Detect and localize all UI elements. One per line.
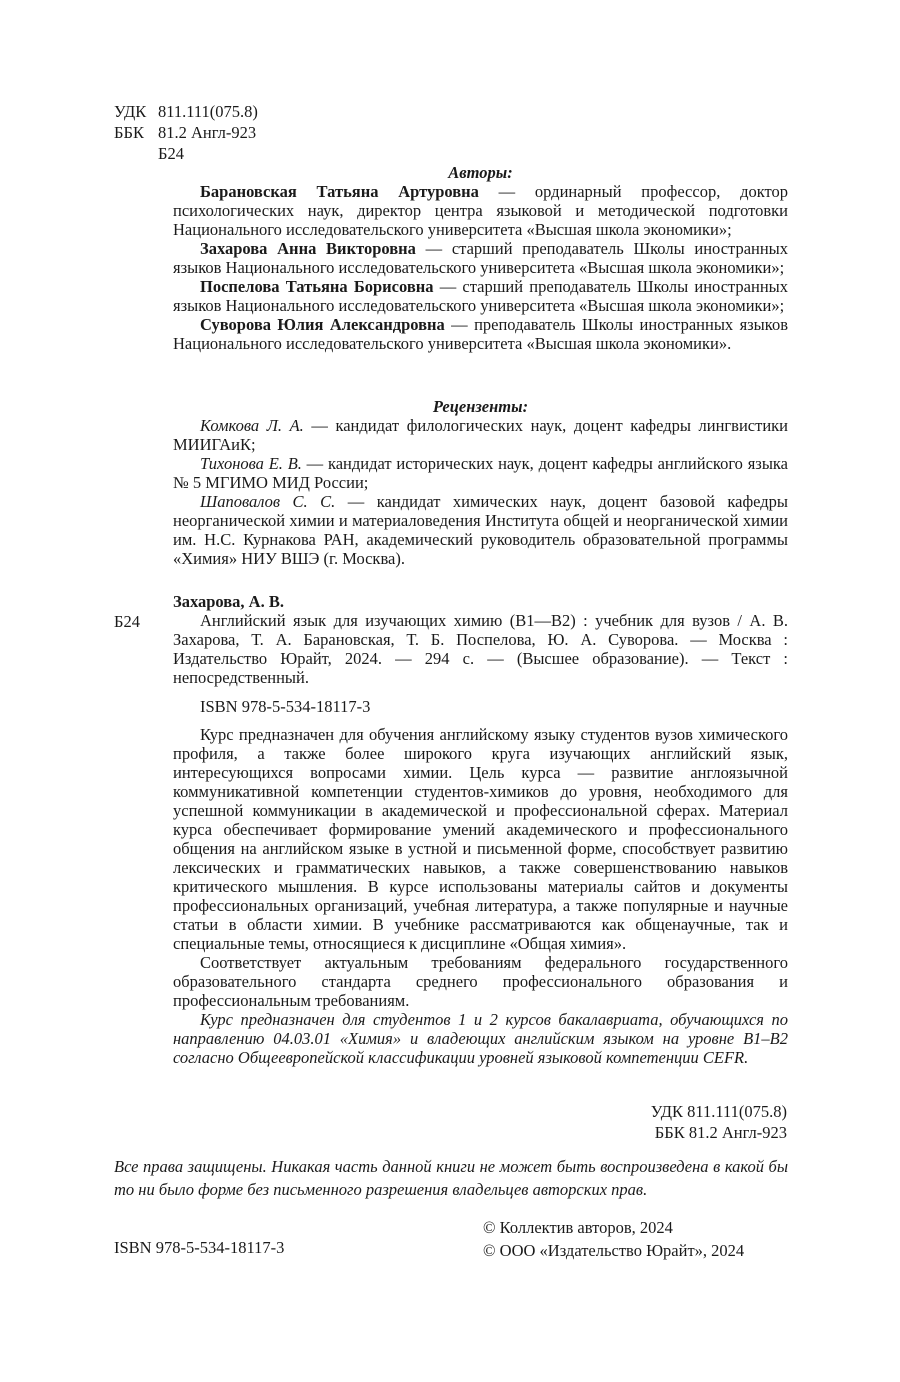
reviewer-description: — кандидат исторических наук, доцент кафедры английского языка № 5 МГИМО МИД России; [173, 454, 788, 492]
reviewer-entry [173, 454, 788, 492]
copyright-notices [483, 1216, 744, 1262]
bbk-row [114, 122, 258, 143]
reviewer-entry [173, 416, 788, 454]
reviewer-name: Тихонова Е. В. [200, 454, 302, 473]
author-description: — ординарный профессор, доктор психологических наук, директор центра языковой и методической подготовки Национального исследовательского университета «Высшая школа экономики»; [173, 182, 789, 239]
reviewer-entry [173, 492, 788, 568]
author-description: — старший преподаватель Школы иностранных языков Национального исследовательского университета «Высшая школа экономики»; [173, 239, 789, 277]
classification-codes-bottom [651, 1101, 787, 1143]
author-name: Суворова Юлия Александровна [200, 315, 445, 334]
reviewer-description: — кандидат филологических наук, доцент кафедры лингвистики МИИГАиК; [173, 416, 788, 454]
author-description: — преподаватель Школы иностранных языков Национального исследовательского университета «Высшая школа экономики». [173, 315, 788, 353]
rights-notice: Все права защищены. Никакая часть данной книги не может быть воспроизведена в какой бы то ни было форме без письменного разрешения владельцев авторских прав. [114, 1157, 788, 1199]
bbk-value: 81.2 Англ-923 [158, 123, 257, 142]
catalog-record [173, 592, 788, 687]
reviewers-heading: Рецензенты: [432, 397, 529, 416]
author-entry [173, 182, 788, 239]
authors-section [173, 163, 788, 353]
udk-code: УДК 811.111(075.8) [650, 1102, 787, 1121]
udk-row [114, 101, 258, 122]
footer-isbn: ISBN 978-5-534-18117-3 [114, 1238, 285, 1257]
catalog-code: Б24 [114, 612, 140, 631]
author-name: Захарова Анна Викторовна [200, 239, 416, 258]
author-description: — старший преподаватель Школы иностранных языков Национального исследовательского университета «Высшая школа экономики»; [173, 277, 788, 315]
udk-label: УДК [114, 102, 147, 121]
abstract-paragraph: Курс предназначен для обучения английскому языку студентов вузов химического профиля, а также более широкого круга изучающих английский язык, интересующихся вопросами химии. Цель курса — развитие англоязычной коммуникативной компетенции студентов-химиков до уровня, необходимого для успешной коммуникации в академической и профессиональной сферах. Материал курса обеспечивает формирование умений академического и профессионального общения на английском языке в устной и письменной форме, способствует развитию лексических и грамматических навыков, а также совершенствованию навыков критического мышления. В курсе использованы материалы сайтов и документы профессиональных организаций, учебная литература, а также популярные и научные статьи в области химии. В учебнике рассматриваются как общенаучные, так и специальные темы, относящиеся к дисциплине «Общая химия». [173, 725, 788, 953]
udk-value: 811.111(075.8) [158, 102, 258, 121]
copyright-publisher: © ООО «Издательство Юрайт», 2024 [483, 1241, 745, 1260]
bbk-label: ББК [114, 123, 144, 142]
reviewer-name: Шаповалов С. С. [200, 492, 336, 511]
abstract-audience: Курс предназначен для студентов 1 и 2 курсов бакалавриата, обучающихся по направлению 04.03.01 «Химия» и владеющих английским языком на уровне B1–B2 согласно Общеевропейской классификации уровней языковой компетенции CEFR. [173, 1010, 788, 1067]
reviewer-name: Комкова Л. А. [200, 416, 304, 435]
reviewers-section [173, 397, 788, 568]
author-name: Барановская Татьяна Артуровна [200, 182, 479, 201]
classification-codes-top [114, 101, 258, 164]
authors-heading: Авторы: [448, 163, 513, 182]
abstract-paragraph: Соответствует актуальным требованиям федерального государственного образовательного стандарта среднего профессионального образования и профессиональным требованиям. [173, 953, 788, 1010]
copyright-authors: © Коллектив авторов, 2024 [483, 1218, 673, 1237]
bbk-code: ББК 81.2 Англ-923 [654, 1123, 787, 1142]
catalog-author: Захарова, А. В. [173, 592, 284, 611]
catalog-description: Английский язык для изучающих химию (B1—B2) : учебник для вузов / А. В. Захарова, Т. А. Барановская, Т. Б. Поспелова, Ю. А. Суворова. — Москва : Издательство Юрайт, 2024. — 294 с. — (Высшее образование). — Текст : непосредственный. [173, 611, 788, 687]
author-mark: Б24 [158, 144, 184, 163]
author-mark-row [114, 143, 258, 164]
reviewer-description: — кандидат химических наук, доцент базовой кафедры неорганической химии и материаловедения Института общей и неорганической химии им. Н.С. Курнакова РАН, академический руководитель образовательной программы «Химия» НИУ ВШЭ (г. Москва). [173, 492, 789, 568]
catalog-isbn: ISBN 978-5-534-18117-3 [200, 697, 371, 716]
abstract-section [173, 725, 788, 1067]
author-entry [173, 239, 788, 277]
author-name: Поспелова Татьяна Борисовна [200, 277, 434, 296]
author-entry [173, 315, 788, 353]
author-entry [173, 277, 788, 315]
